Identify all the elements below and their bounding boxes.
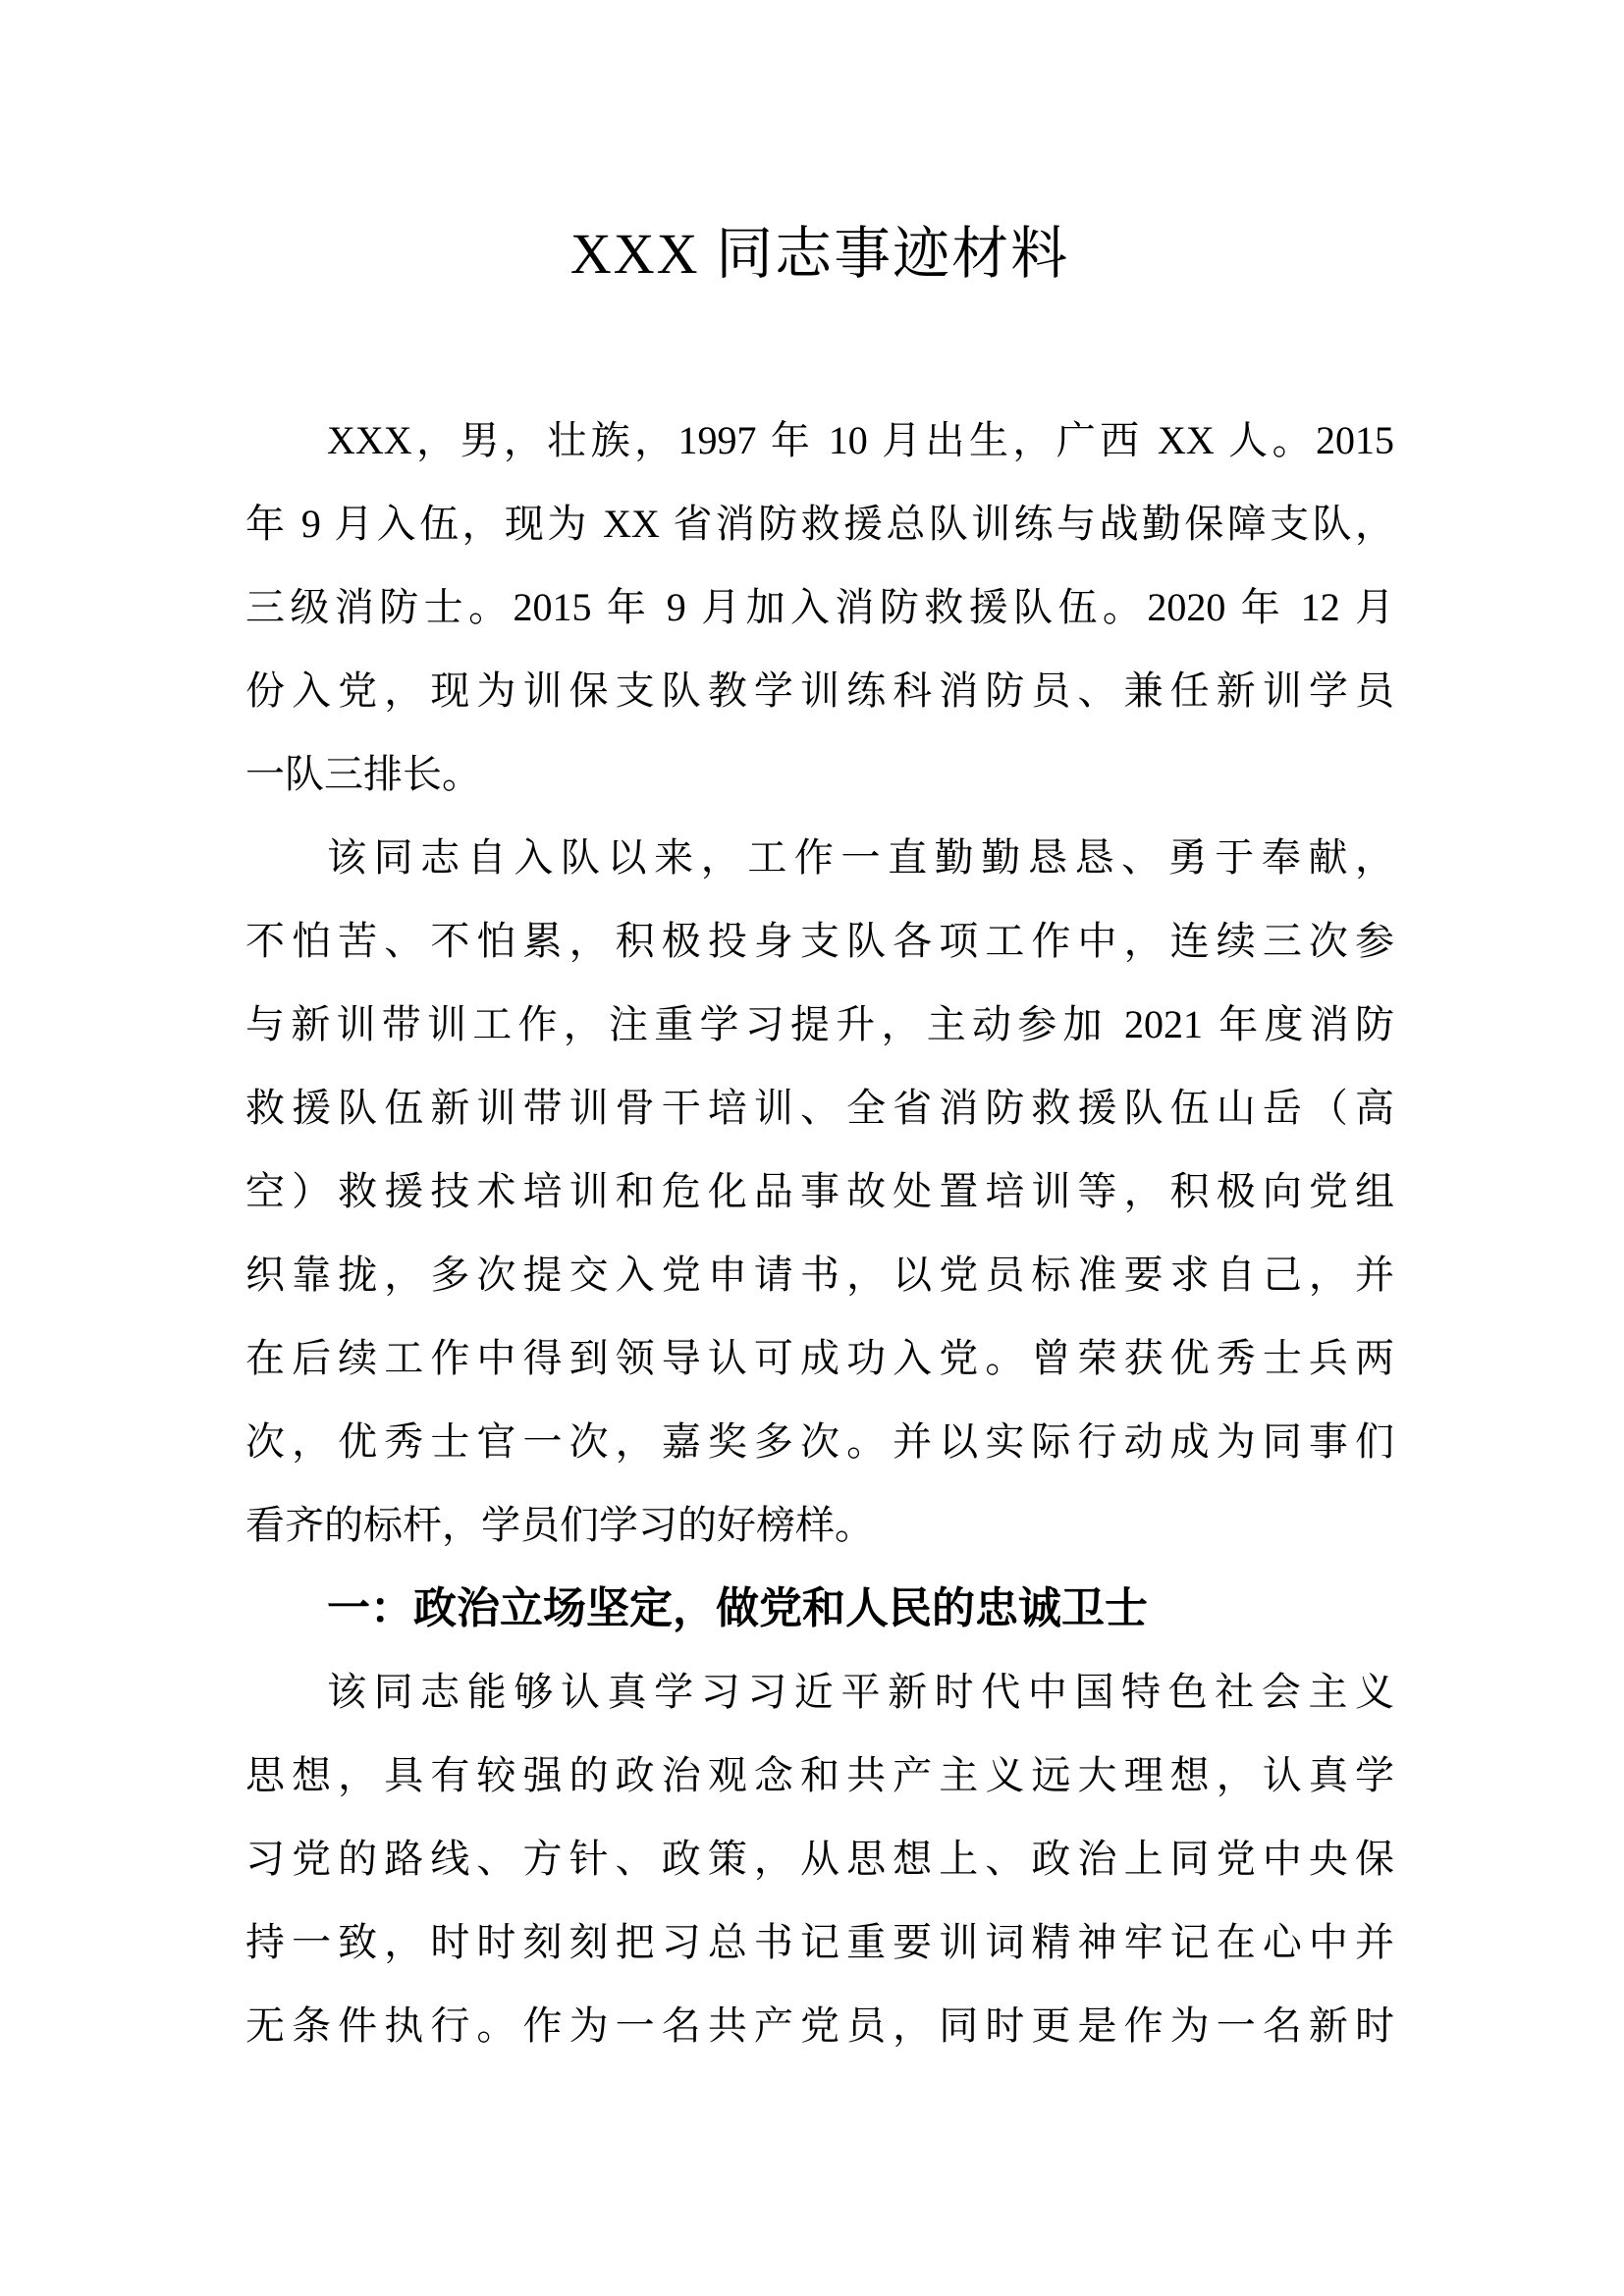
text-line: 看齐的标杆，学员们学习的好榜样。 (245, 1502, 874, 1547)
text-line: 织靠拢，多次提交入党申请书，以党员标准要求自己，并 (245, 1252, 1394, 1297)
paragraph (245, 399, 1394, 816)
paragraph (245, 1650, 1394, 2067)
text-line: 在后续工作中得到领导认可成功入党。曾荣获优秀士兵两 (245, 1335, 1394, 1380)
text-line: 空）救援技术培训和危化品事故处置培训等，积极向党组 (245, 1168, 1394, 1213)
text-line: 次，优秀士官一次，嘉奖多次。并以实际行动成为同事们 (245, 1418, 1394, 1464)
text-line: 与新训带训工作，注重学习提升，主动参加 2021 年度消防 (245, 1001, 1394, 1046)
document-title: XXX 同志事迹材料 (569, 222, 1070, 286)
text-line: 无条件执行。作为一名共产党员，同时更是作为一名新时 (245, 2002, 1394, 2048)
document-body (245, 399, 1394, 2067)
section-heading: 一：政治立场坚定，做党和人民的忠诚卫士 (327, 1583, 1148, 1632)
text-line: 该同志自入队以来，工作一直勤勤恳恳、勇于奉献， (327, 834, 1394, 880)
paragraph (245, 816, 1394, 1567)
text-line: 救援队伍新训带训骨干培训、全省消防救援队伍山岳（高 (245, 1085, 1394, 1130)
text-line: 该同志能够认真学习习近平新时代中国特色社会主义 (327, 1669, 1394, 1714)
text-line: 份入党，现为训保支队教学训练科消防员、兼任新训学员 (245, 667, 1394, 713)
text-line: 年 9 月入伍，现为 XX 省消防救援总队训练与战勤保障支队， (245, 501, 1394, 546)
text-line: 三级消防士。2015 年 9 月加入消防救援队伍。2020 年 12 月 (245, 584, 1394, 629)
text-line: XXX，男，壮族，1997 年 10 月出生，广西 XX 人。2015 (327, 417, 1394, 462)
text-line: 不怕苦、不怕累，积极投身支队各项工作中，连续三次参 (245, 918, 1394, 963)
text-line: 思想，具有较强的政治观念和共产主义远大理想，认真学 (245, 1752, 1394, 1797)
text-line: 持一致，时时刻刻把习总书记重要训词精神牢记在心中并 (245, 1919, 1394, 1964)
text-line: 一队三排长。 (245, 751, 481, 796)
text-line: 习党的路线、方针、政策，从思想上、政治上同党中央保 (245, 1836, 1394, 1881)
